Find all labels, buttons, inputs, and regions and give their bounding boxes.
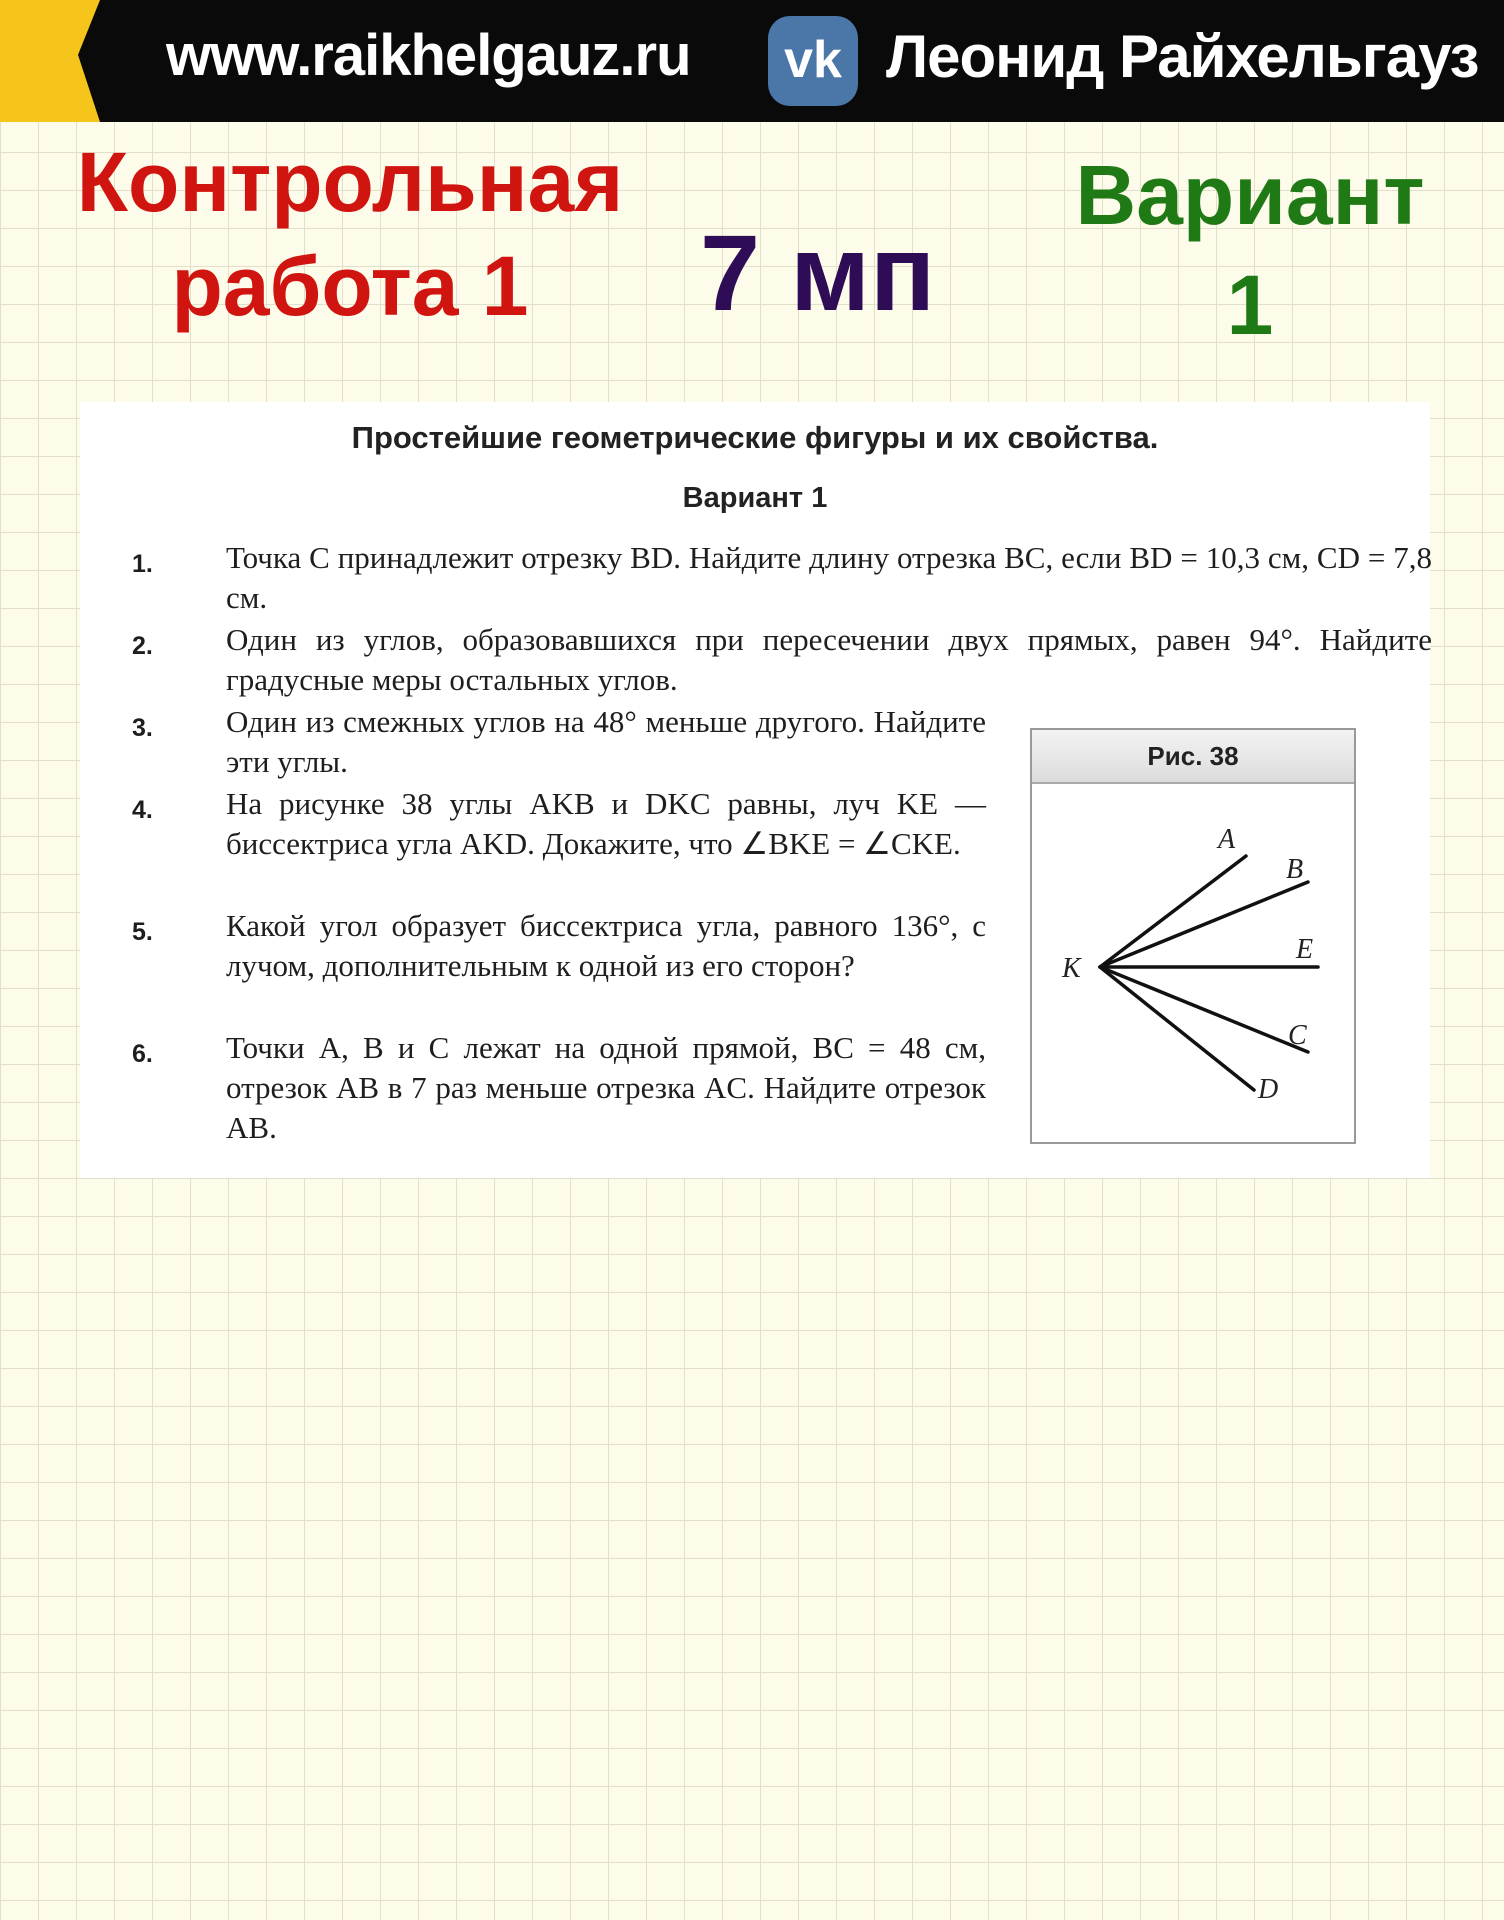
variant-title-line2: 1: [1226, 258, 1274, 352]
sheet-variant: Вариант 1: [682, 482, 828, 514]
task-number: 6.: [132, 1040, 153, 1068]
label-b: B: [1286, 854, 1304, 885]
task-text: Точка C принадлежит отрезку BD. Найдите длину отрезка BC, если BD = 10,3 см, CD = 7,8 см.: [226, 540, 1432, 615]
sheet-heading: Простейшие геометрические фигуры и их свойства.: [351, 420, 1159, 455]
label-c: C: [1288, 1020, 1307, 1051]
task-number: 4.: [132, 796, 153, 824]
ray-ka: [1100, 856, 1246, 967]
work-title: [40, 130, 660, 338]
grade-title: 7 мп: [700, 212, 936, 333]
label-k: K: [1062, 953, 1081, 984]
task-number: 1.: [132, 550, 153, 578]
figure-caption: Рис. 38: [1032, 730, 1354, 784]
ray-kc: [1100, 967, 1308, 1052]
work-title-line1: Контрольная: [76, 135, 624, 229]
label-e: E: [1296, 934, 1314, 965]
ray-kd: [1100, 967, 1254, 1090]
task-text: Какой угол образует биссектриса угла, равного 136°, с лучом, дополнительным к одной из его сторон?: [226, 908, 986, 983]
task-text: Один из смежных углов на 48° меньше другого. Найдите эти углы.: [226, 704, 986, 779]
task-text: На рисунке 38 углы AKB и DKC равны, луч KE — биссектриса угла AKD. Докажите, что ∠BKE = ∠CKE.: [226, 786, 986, 861]
vk-icon: vk: [768, 16, 858, 106]
task-number: 5.: [132, 918, 153, 946]
task-text: Один из углов, образовавшихся при пересечении двух прямых, равен 94°. Найдите градусные меры остальных углов.: [226, 622, 1432, 697]
yellow-tab-decoration: [0, 0, 100, 122]
rays-diagram: [1032, 784, 1354, 1140]
author-name: Леонид Райхельгауз: [886, 23, 1479, 90]
task-sheet: [80, 402, 1430, 1178]
task-number: 3.: [132, 714, 153, 742]
ray-kb: [1100, 882, 1308, 967]
task-number: 2.: [132, 632, 153, 660]
top-banner: [0, 0, 1504, 122]
variant-title: [1050, 140, 1450, 360]
label-a: A: [1218, 824, 1236, 855]
label-d: D: [1258, 1074, 1279, 1105]
variant-title-line1: Вариант: [1075, 148, 1425, 242]
rays: [1100, 856, 1318, 1090]
work-title-line2: работа 1: [171, 239, 529, 333]
task-text: Точки A, B и C лежат на одной прямой, BC = 48 см, отрезок AB в 7 раз меньше отрезка AC. Найдите отрезок AB.: [226, 1030, 986, 1145]
site-url: www.raikhelgauz.ru: [166, 23, 691, 88]
figure-38: [1030, 728, 1356, 1144]
